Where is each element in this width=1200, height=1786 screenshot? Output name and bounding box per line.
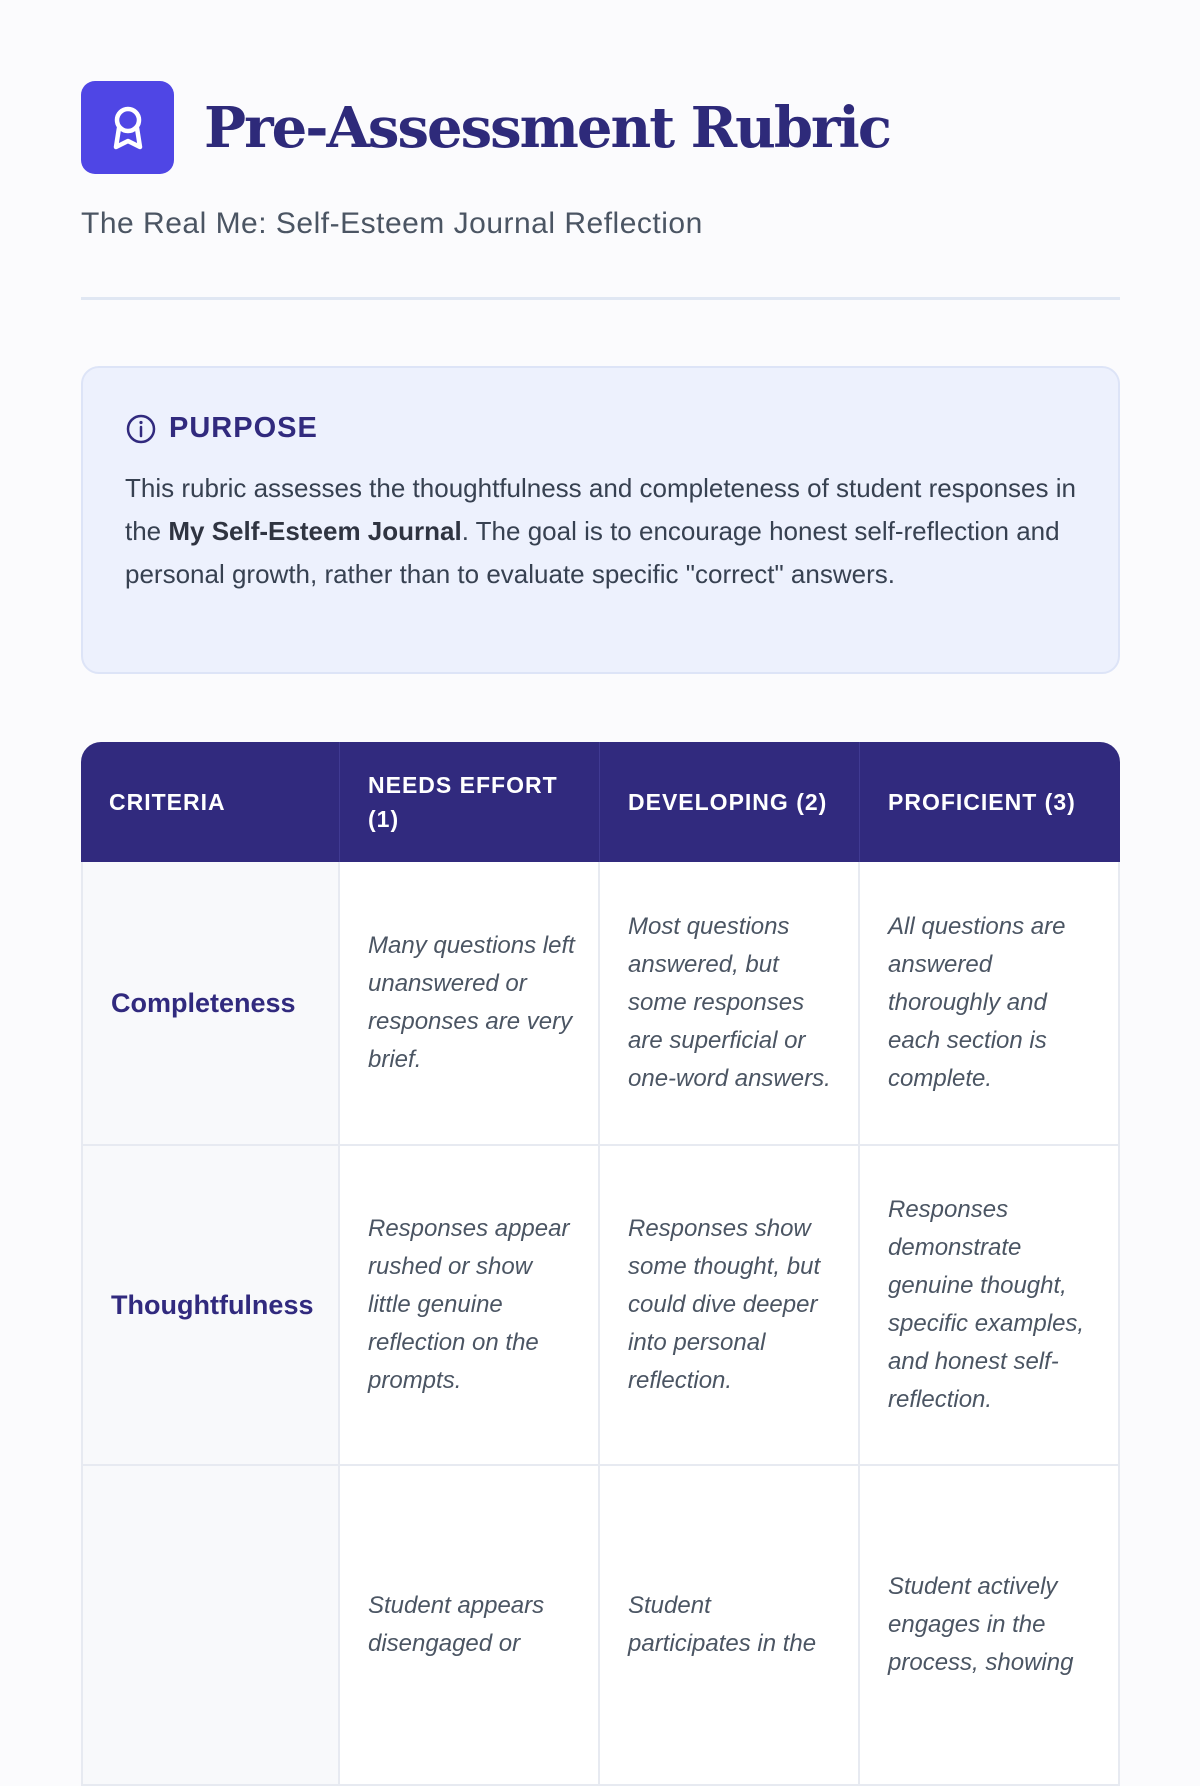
award-badge <box>81 81 174 174</box>
page-subtitle: The Real Me: Self-Esteem Journal Reflection <box>81 207 703 240</box>
criterion-cell <box>81 1466 340 1786</box>
needs-effort-cell: Responses appear rushed or show little genuine reflection on the prompts. <box>340 1146 600 1466</box>
purpose-heading <box>125 412 1076 445</box>
purpose-text-end: . The goal is to encourage honest self-reflection and personal growth, rather than to evaluate specific "correct" answers. <box>125 516 1060 589</box>
rubric-page <box>81 0 1120 1786</box>
developing-cell: Student participates in the <box>600 1466 860 1786</box>
header-proficient: PROFICIENT (3) <box>860 742 1120 862</box>
criterion-cell: Thoughtfulness <box>81 1146 340 1466</box>
proficient-cell: Responses demonstrate genuine thought, specific examples, and honest self-reflection. <box>860 1146 1120 1466</box>
purpose-title: PURPOSE <box>169 412 318 444</box>
developing-cell: Most questions answered, but some responses are superficial or one-word answers. <box>600 862 860 1146</box>
journal-name: My Self-Esteem Journal <box>168 516 462 546</box>
table-row <box>81 1146 1120 1466</box>
criterion-cell: Completeness <box>81 862 340 1146</box>
purpose-text-start: This rubric assesses the thoughtfulness and completeness of student responses in the <box>125 473 1076 546</box>
info-circle-icon <box>125 413 157 445</box>
rubric-table <box>81 742 1120 1786</box>
page-title: Pre-Assessment Rubric <box>204 94 890 161</box>
proficient-cell: Student actively engages in the process, showing <box>860 1466 1120 1786</box>
page-header <box>81 81 1120 174</box>
table-row <box>81 1466 1120 1786</box>
table-row <box>81 862 1120 1146</box>
needs-effort-cell: Many questions left unanswered or responses are very brief. <box>340 862 600 1146</box>
purpose-callout <box>81 366 1120 674</box>
header-needs-effort: NEEDS EFFORT (1) <box>340 742 600 862</box>
needs-effort-cell: Student appears disengaged or <box>340 1466 600 1786</box>
rubric-header-row <box>81 742 1120 862</box>
header-divider <box>81 297 1120 300</box>
award-ribbon-icon <box>106 102 150 154</box>
purpose-text <box>125 467 1076 596</box>
developing-cell: Responses show some thought, but could dive deeper into personal reflection. <box>600 1146 860 1466</box>
header-criteria: CRITERIA <box>81 742 340 862</box>
proficient-cell: All questions are answered thoroughly and each section is complete. <box>860 862 1120 1146</box>
header-developing: DEVELOPING (2) <box>600 742 860 862</box>
